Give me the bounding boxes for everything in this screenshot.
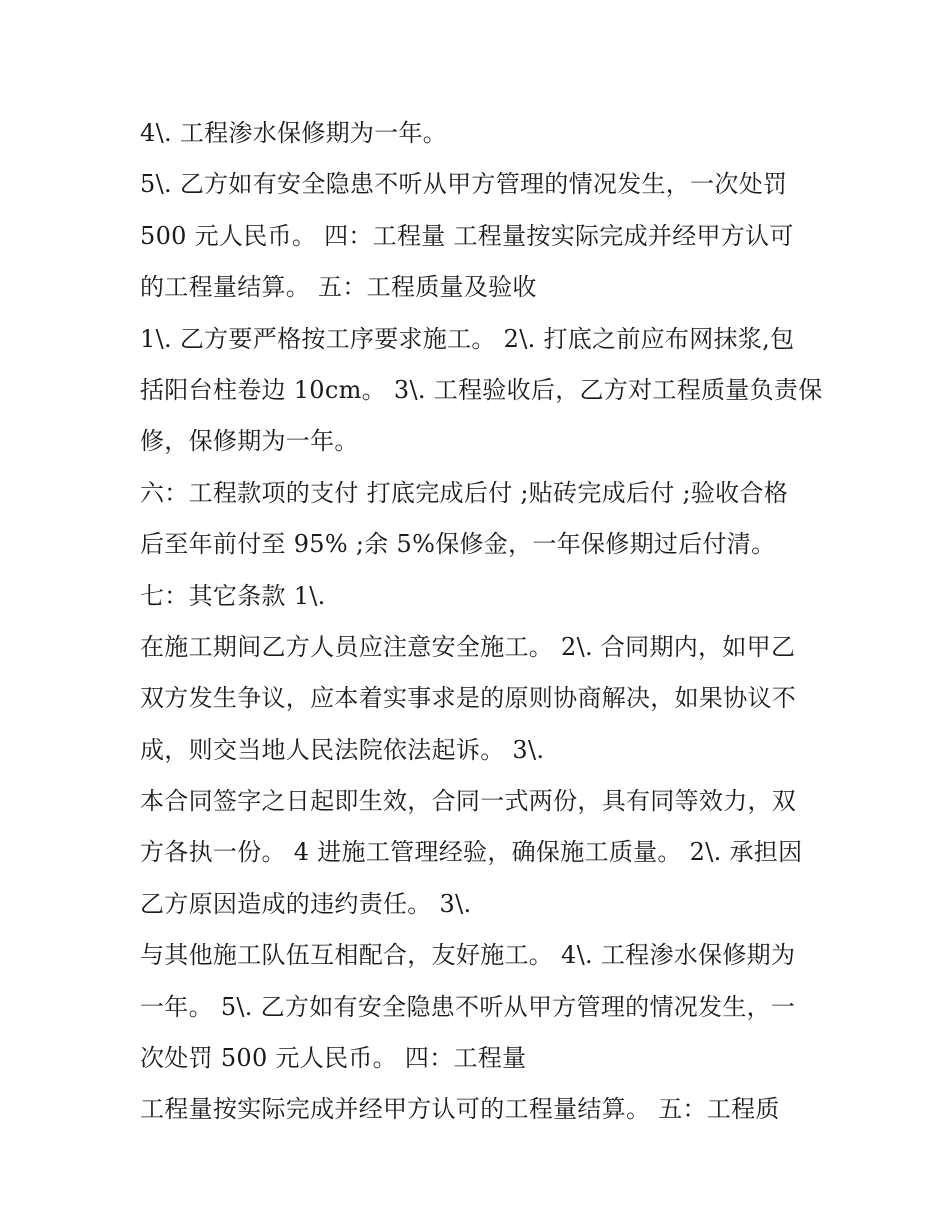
text-line: 六：工程款项的支付 打底完成后付 ;贴砖完成后付 ;验收合格 [140,478,789,507]
text-line: 后至年前付至 95% ;余 5%保修金，一年保修期过后付清。 [140,530,776,559]
text-line: 1\. 乙方要严格按工序要求施工。 2\. 打底之前应布网抹浆,包 [140,324,795,353]
text-line: 双方发生争议，应本着实事求是的原则协商解决，如果协议不 [140,684,797,713]
text-line: 5\. 乙方如有安全隐患不听从甲方管理的情况发生，一次处罚 [140,170,788,199]
text-line: 方各执一份。 4 进施工管理经验，确保施工质量。 2\. 承担因 [140,838,803,867]
text-line: 工程量按实际完成并经甲方认可的工程量结算。 五：工程质 [140,1095,780,1124]
text-line: 的工程量结算。 五：工程质量及验收 [140,273,537,302]
text-line: 500 元人民币。 四：工程量 工程量按实际完成并经甲方认可 [140,221,794,250]
text-line: 4\. 工程渗水保修期为一年。 [140,119,448,147]
text-line: 成，则交当地人民法院依法起诉。 3\. [140,735,545,764]
text-line: 次处罚 500 元人民币。 四：工程量 [140,1044,527,1073]
text-line: 在施工期间乙方人员应注意安全施工。 2\. 合同期内，如甲乙 [140,632,796,661]
text-line: 一年。 5\. 乙方如有安全隐患不听从甲方管理的情况发生，一 [140,992,796,1021]
text-line: 与其他施工队伍互相配合，友好施工。 4\. 工程渗水保修期为 [140,941,796,970]
text-line: 修，保修期为一年。 [140,427,359,456]
text-line: 括阳台柱卷边 10cm。 3\. 工程验收后，乙方对工程质量负责保 [140,375,823,404]
document-body [140,108,823,1136]
text-line: 本合同签字之日起即生效，合同一式两份，具有同等效力，双 [140,787,797,816]
text-line: 乙方原因造成的违约责任。 3\. [140,889,472,918]
text-line: 七：其它条款 1\. [140,581,326,610]
